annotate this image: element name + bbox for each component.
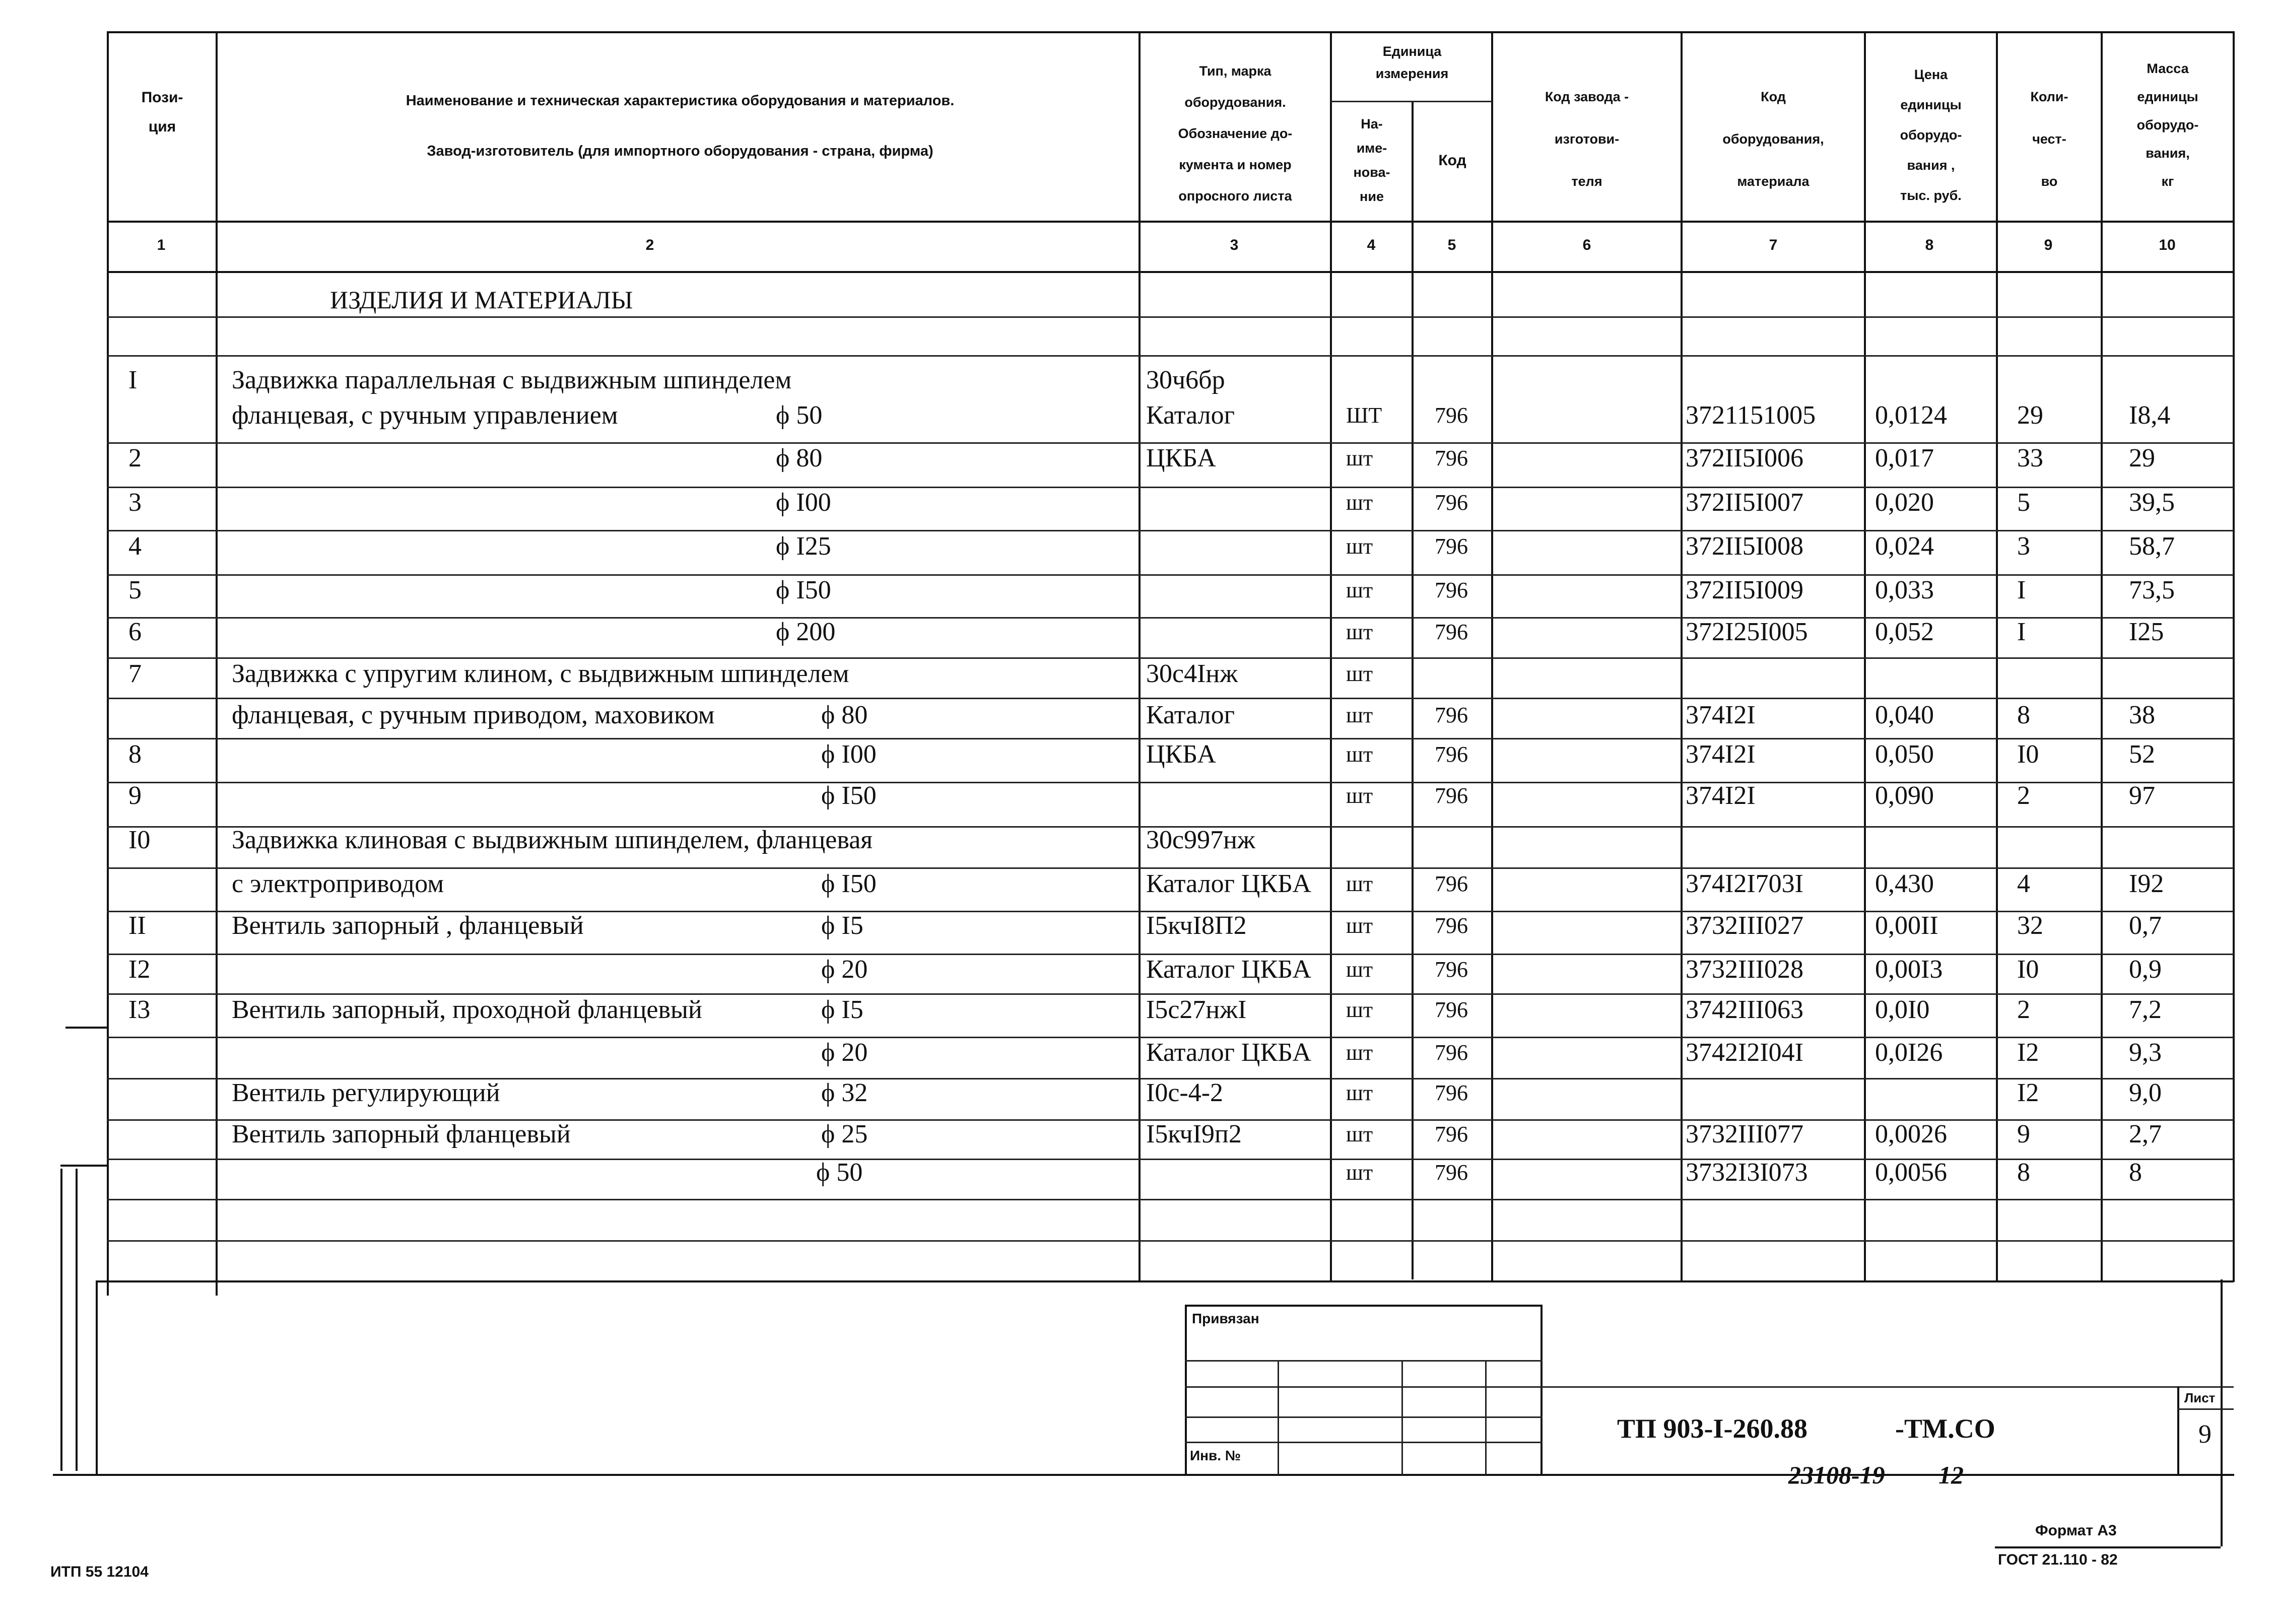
cell-diameter: ϕ 25 <box>821 1120 868 1148</box>
stamp-box-col <box>1401 1360 1403 1475</box>
cell-equipment-code: 3732III027 <box>1686 911 1803 940</box>
cell-price: 0,017 <box>1875 444 1934 472</box>
cell-unit: шт <box>1346 578 1373 602</box>
cell-unit-code: 796 <box>1435 913 1468 938</box>
cell-unit: шт <box>1346 620 1373 644</box>
stamp-box-row <box>1185 1442 1543 1443</box>
cell-unit-code: 796 <box>1435 446 1468 470</box>
cell-equipment-code: 372II5I009 <box>1686 576 1803 604</box>
cell-position: 5 <box>128 576 142 604</box>
cell-mass: 7,2 <box>2129 995 2162 1024</box>
cell-quantity: 4 <box>2017 869 2030 898</box>
header-col10: Масса единицы оборудо- вания, кг <box>2136 61 2199 189</box>
header-col7: Код оборудования, материала <box>1722 89 1824 189</box>
cell-equipment-code: 374I2I <box>1686 701 1756 729</box>
header-bottom-line <box>107 221 2234 223</box>
cell-type: Каталог ЦКБА <box>1146 869 1311 898</box>
list-label: Лист <box>2184 1390 2216 1405</box>
margin-mark <box>60 1165 107 1167</box>
cell-description: Задвижка с упругим клином, с выдвижным шпинделем <box>232 659 849 688</box>
cell-description: Вентиль запорный , фланцевый <box>232 911 584 940</box>
cell-unit: шт <box>1346 703 1373 727</box>
cell-unit: шт <box>1346 446 1373 470</box>
cell-diameter: ϕ 20 <box>821 955 868 984</box>
cell-unit-code: 796 <box>1435 957 1468 982</box>
margin-mark <box>65 1027 107 1029</box>
header-col3: Тип, марка оборудования. Обозначение до- кумента и номер опросного листа <box>1178 63 1293 204</box>
cell-diameter: ϕ 32 <box>821 1078 868 1107</box>
cell-mass: 0,9 <box>2129 955 2162 984</box>
cell-price: 0,0I0 <box>1875 995 1930 1024</box>
cell-price: 0,0124 <box>1875 401 1947 430</box>
format-label: Формат А3 <box>2035 1522 2117 1539</box>
col-number: 7 <box>1769 237 1778 253</box>
col-line-8 <box>1864 31 1866 1280</box>
col-number: 1 <box>157 237 166 253</box>
inv-no-label: Инв. № <box>1190 1448 1241 1463</box>
cell-price: 0,00II <box>1875 911 1938 940</box>
cell-mass: 73,5 <box>2129 576 2175 604</box>
cell-type: ЦКБА <box>1146 444 1216 472</box>
cell-quantity: 5 <box>2017 488 2030 517</box>
cell-position: 8 <box>128 740 142 769</box>
cell-price: 0,020 <box>1875 488 1934 517</box>
cell-quantity: 33 <box>2017 444 2043 472</box>
cell-mass: 39,5 <box>2129 488 2175 517</box>
col-line-3 <box>1138 31 1141 1280</box>
cell-type: Каталог <box>1146 701 1235 729</box>
cell-description: Вентиль запорный фланцевый <box>232 1120 571 1148</box>
cell-unit: шт <box>1346 957 1373 982</box>
row-line <box>107 316 2234 318</box>
cell-quantity: 32 <box>2017 911 2043 940</box>
cell-unit-code: 796 <box>1435 1040 1468 1065</box>
cell-unit-code: 796 <box>1435 1160 1468 1185</box>
cell-quantity: I0 <box>2017 955 2039 984</box>
stamp-box-col <box>1278 1360 1279 1475</box>
cell-equipment-code: 3721151005 <box>1686 401 1816 430</box>
col-number: 6 <box>1582 237 1591 253</box>
cell-type: I0с-4-2 <box>1146 1078 1224 1107</box>
cell-unit-code: 796 <box>1435 1122 1468 1146</box>
cell-quantity: 2 <box>2017 781 2030 810</box>
privyazan-label: Привязан <box>1192 1311 1259 1326</box>
cell-mass: 29 <box>2129 444 2155 472</box>
cell-price: 0,040 <box>1875 701 1934 729</box>
cell-unit: шт <box>1346 913 1373 938</box>
cell-position: I3 <box>128 995 151 1024</box>
header-col8: Цена единицы оборудо- вания , тыс. руб. <box>1900 67 1962 203</box>
col-line-10 <box>2101 31 2103 1280</box>
cell-price: 0,050 <box>1875 740 1934 769</box>
cell-price: 0,0026 <box>1875 1120 1947 1148</box>
header-col9: Коли- чест- во <box>2030 89 2068 189</box>
cell-price: 0,0I26 <box>1875 1038 1943 1067</box>
cell-equipment-code: 372II5I007 <box>1686 488 1803 517</box>
cell-type: I5кчI9п2 <box>1146 1120 1242 1148</box>
cell-quantity: 8 <box>2017 1158 2030 1187</box>
col-line-6 <box>1491 31 1493 1280</box>
header-col5: Код <box>1438 152 1466 169</box>
cell-equipment-code: 374I2I <box>1686 740 1756 769</box>
cell-equipment-code: 3742I2I04I <box>1686 1038 1803 1067</box>
cell-mass: 38 <box>2129 701 2155 729</box>
stamp-code-top <box>1541 1386 2234 1388</box>
cell-position: II <box>128 911 146 940</box>
col-number: 8 <box>1925 237 1934 253</box>
list-cell-divider <box>2177 1408 2234 1410</box>
cell-type: I5с27нжI <box>1146 995 1247 1024</box>
cell-mass: 97 <box>2129 781 2155 810</box>
cell-diameter: ϕ 20 <box>821 1038 868 1067</box>
cell-unit-code: 796 <box>1435 742 1468 767</box>
cell-mass: I25 <box>2129 618 2164 646</box>
cell-unit-code: 796 <box>1435 578 1468 602</box>
header-col6: Код завода - изготови- теля <box>1545 89 1629 189</box>
cell-unit: шт <box>1346 490 1373 515</box>
col-line-9 <box>1996 31 1998 1280</box>
stamp-box-col <box>1485 1360 1487 1475</box>
cell-position: 6 <box>128 618 142 646</box>
cell-diameter: ϕ 50 <box>816 1158 863 1187</box>
cell-quantity: I2 <box>2017 1078 2039 1107</box>
cell-description: фланцевая, с ручным приводом, маховиком <box>232 701 715 729</box>
col-number: 9 <box>2044 237 2053 253</box>
cell-price: 0,0056 <box>1875 1158 1947 1187</box>
stamp-right-border <box>2221 1279 2223 1546</box>
cell-equipment-code: 372I25I005 <box>1686 618 1808 646</box>
row-line <box>107 698 2234 699</box>
table-border-right <box>2233 31 2235 1282</box>
header-col2: Наименование и техническая характеристика оборудования и материалов. Завод-изготовитель (для импортного оборудования - страна, фирма) <box>406 93 955 159</box>
cell-diameter: ϕ I50 <box>776 576 831 604</box>
cell-unit-code: 796 <box>1435 1080 1468 1105</box>
cell-unit: шт <box>1346 997 1373 1022</box>
stamp-bottom-line <box>53 1474 2234 1476</box>
cell-position: 9 <box>128 781 142 810</box>
cell-equipment-code: 374I2I <box>1686 781 1756 810</box>
cell-unit-code: 796 <box>1435 783 1468 808</box>
cell-mass: 9,0 <box>2129 1078 2162 1107</box>
cell-unit: шт <box>1346 871 1373 896</box>
stamp-left-border <box>96 1280 98 1475</box>
cell-unit: шт <box>1346 534 1373 559</box>
cell-price: 0,090 <box>1875 781 1934 810</box>
cell-quantity: 8 <box>2017 701 2030 729</box>
cell-unit-code: 796 <box>1435 997 1468 1022</box>
list-number: 9 <box>2198 1420 2212 1449</box>
cell-unit: шт <box>1346 1122 1373 1146</box>
cell-quantity: I <box>2017 618 2026 646</box>
list-cell-left <box>2177 1386 2179 1475</box>
cell-diameter: ϕ 50 <box>776 401 823 430</box>
cell-mass: 0,7 <box>2129 911 2162 940</box>
cell-diameter: ϕ 80 <box>821 701 868 729</box>
cell-unit: шт <box>1346 783 1373 808</box>
format-line <box>1995 1546 2221 1548</box>
cell-unit-code: 796 <box>1435 403 1468 428</box>
col-numbers-bottom-line <box>107 271 2234 273</box>
cell-unit: шт <box>1346 661 1373 686</box>
cell-equipment-code: 3732III077 <box>1686 1120 1803 1148</box>
col-number: 3 <box>1230 237 1239 253</box>
row-line <box>107 1240 2234 1242</box>
cell-diameter: ϕ I00 <box>776 488 831 517</box>
cell-diameter: ϕ I5 <box>821 995 863 1024</box>
cell-diameter: ϕ 80 <box>776 444 823 472</box>
stamp-box-row <box>1185 1360 1543 1362</box>
cell-unit: шт <box>1346 1160 1373 1185</box>
cell-type: ЦКБА <box>1146 740 1216 769</box>
cell-price: 0,033 <box>1875 576 1934 604</box>
cell-unit: шт <box>1346 1080 1373 1105</box>
col-number: 5 <box>1447 237 1456 253</box>
cell-quantity: I <box>2017 576 2026 604</box>
handwritten-number: 23108-19 <box>1788 1461 1885 1489</box>
cell-position: I0 <box>128 826 151 854</box>
stamp-box-top <box>1185 1305 1543 1307</box>
col-number: 10 <box>2159 237 2176 253</box>
cell-quantity: 3 <box>2017 532 2030 561</box>
row-line <box>107 1199 2234 1200</box>
section-title: ИЗДЕЛИЯ И МАТЕРИАЛЫ <box>330 286 633 314</box>
cell-unit: шт <box>1346 742 1373 767</box>
cell-unit: шт <box>1346 1040 1373 1065</box>
cell-type: 30с4Iнж <box>1146 659 1238 688</box>
cell-quantity: 29 <box>2017 401 2043 430</box>
cell-price: 0,430 <box>1875 869 1934 898</box>
cell-description: фланцевая, с ручным управлением <box>232 401 618 430</box>
cell-description: Вентиль регулирующий <box>232 1078 500 1107</box>
col-line-5 <box>1412 101 1414 1279</box>
cell-mass: 8 <box>2129 1158 2142 1187</box>
cell-unit-code: 796 <box>1435 490 1468 515</box>
cell-position: 2 <box>128 444 142 472</box>
margin-line <box>76 1169 78 1471</box>
margin-line <box>60 1169 62 1471</box>
cell-diameter: ϕ I50 <box>821 869 877 898</box>
cell-diameter: ϕ I50 <box>821 781 877 810</box>
cell-type: Каталог ЦКБА <box>1146 1038 1311 1067</box>
col-number: 4 <box>1367 237 1376 253</box>
cell-position: 4 <box>128 532 142 561</box>
cell-quantity: 9 <box>2017 1120 2030 1148</box>
header-col1: Пози- ция <box>141 89 183 135</box>
cell-quantity: I0 <box>2017 740 2039 769</box>
cell-type: 30ч6бр <box>1146 366 1225 394</box>
cell-position: 7 <box>128 659 142 688</box>
cell-price: 0,00I3 <box>1875 955 1943 984</box>
cell-description: с электроприводом <box>232 869 444 898</box>
cell-diameter: ϕ 200 <box>776 618 836 646</box>
cell-equipment-code: 372II5I006 <box>1686 444 1803 472</box>
cell-quantity: 2 <box>2017 995 2030 1024</box>
table-bottom-line <box>96 1280 2234 1282</box>
cell-mass: 9,3 <box>2129 1038 2162 1067</box>
doc-code: ТП 903-I-260.88 <box>1617 1413 1807 1444</box>
cell-mass: I92 <box>2129 869 2164 898</box>
col-number: 2 <box>645 237 654 253</box>
col-line-7 <box>1681 31 1683 1280</box>
cell-type: I5кчI8П2 <box>1146 911 1247 940</box>
cell-price: 0,024 <box>1875 532 1934 561</box>
cell-position: 3 <box>128 488 142 517</box>
stamp-box-row <box>1185 1386 1543 1388</box>
gost-label: ГОСТ 21.110 - 82 <box>1998 1551 2118 1568</box>
cell-type: Каталог ЦКБА <box>1146 955 1311 984</box>
cell-equipment-code: 3732I3I073 <box>1686 1158 1808 1187</box>
cell-mass: 2,7 <box>2129 1120 2162 1148</box>
cell-equipment-code: 3732III028 <box>1686 955 1803 984</box>
cell-type: Каталог <box>1146 401 1235 430</box>
stamp-box-left <box>1185 1305 1187 1475</box>
table-border-top <box>107 31 2234 33</box>
cell-mass: I8,4 <box>2129 401 2171 430</box>
header-col4: На- име- нова- ние <box>1353 116 1390 204</box>
cell-equipment-code: 372II5I008 <box>1686 532 1803 561</box>
col-line-4 <box>1330 31 1332 1280</box>
cell-description: Задвижка параллельная с выдвижным шпинделем <box>232 366 792 394</box>
cell-quantity: I2 <box>2017 1038 2039 1067</box>
cell-unit-code: 796 <box>1435 534 1468 559</box>
header-unit-group: Единица измерения <box>1375 44 1449 81</box>
cell-unit-code: 796 <box>1435 871 1468 896</box>
doc-suffix: -ТМ.СО <box>1895 1413 1995 1444</box>
footer-code: ИТП 55 12104 <box>50 1564 149 1580</box>
cell-mass: 58,7 <box>2129 532 2175 561</box>
cell-diameter: ϕ I5 <box>821 911 863 940</box>
cell-price: 0,052 <box>1875 618 1934 646</box>
cell-unit-code: 796 <box>1435 620 1468 644</box>
cell-unit: ШТ <box>1346 403 1382 428</box>
cell-equipment-code: 3742III063 <box>1686 995 1803 1024</box>
cell-equipment-code: 374I2I703I <box>1686 869 1803 898</box>
cell-description: Вентиль запорный, проходной фланцевый <box>232 995 702 1024</box>
cell-position: I <box>128 366 138 394</box>
cell-type: 30с997нж <box>1146 826 1255 854</box>
cell-position: I2 <box>128 955 151 984</box>
row-line <box>107 355 2234 357</box>
handwritten-suffix: 12 <box>1938 1461 1964 1489</box>
stamp-box-row <box>1185 1416 1543 1418</box>
cell-mass: 52 <box>2129 740 2155 769</box>
cell-diameter: ϕ I25 <box>776 532 831 561</box>
stamp-box-right <box>1541 1305 1543 1475</box>
cell-diameter: ϕ I00 <box>821 740 877 769</box>
unit-group-line <box>1330 101 1492 102</box>
cell-description: Задвижка клиновая с выдвижным шпинделем, фланцевая <box>232 826 873 854</box>
cell-unit-code: 796 <box>1435 703 1468 727</box>
